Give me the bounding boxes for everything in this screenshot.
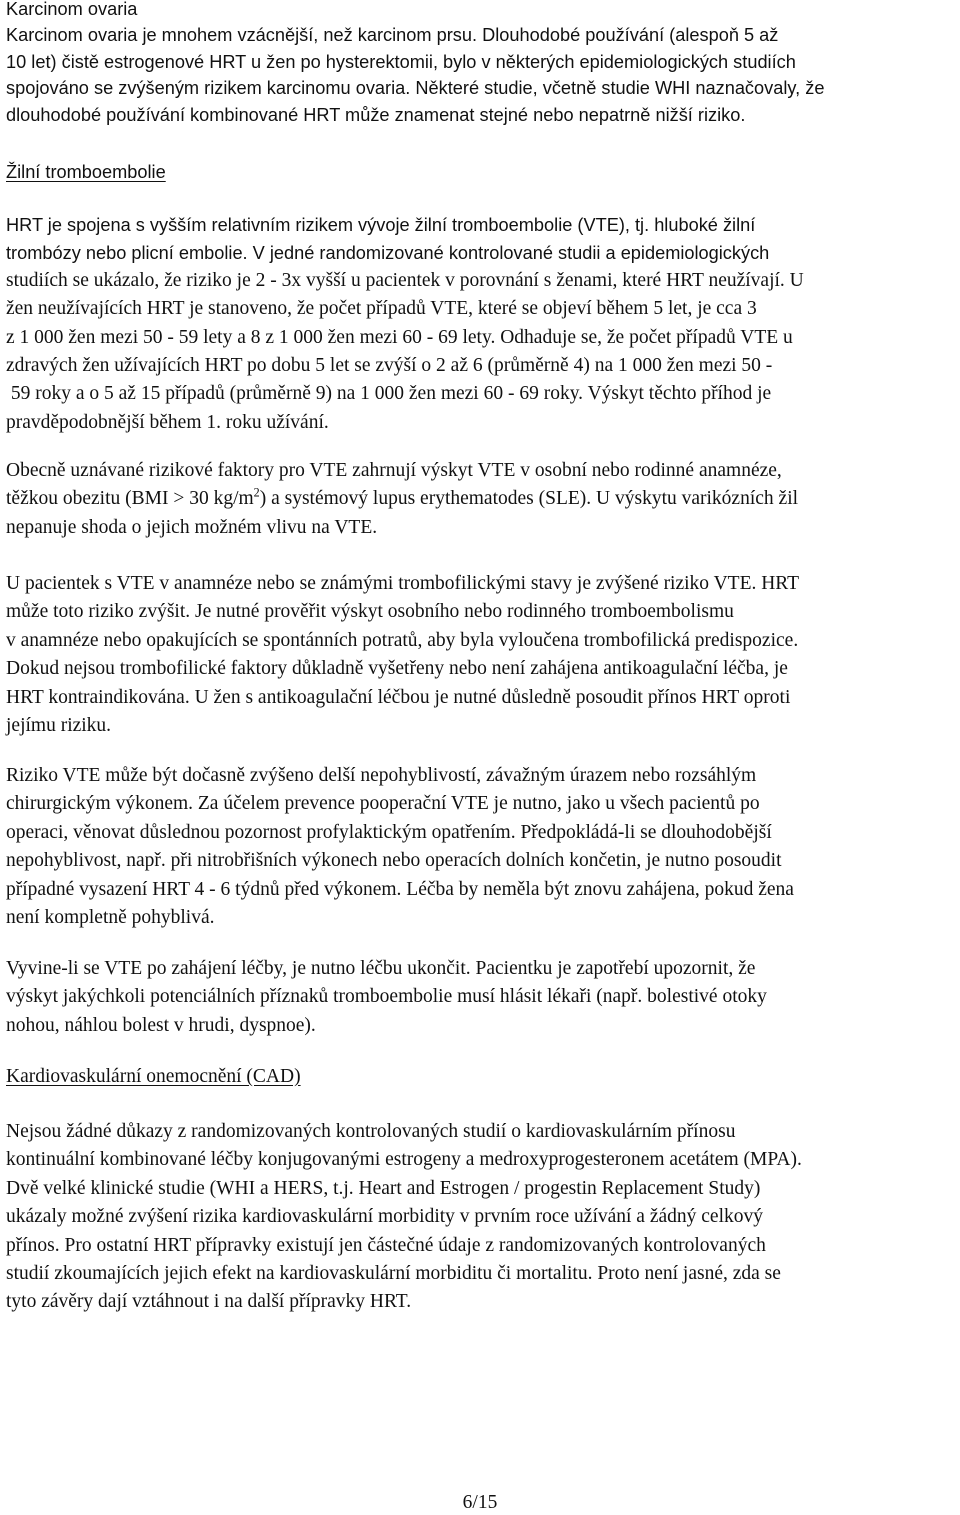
vte-p4-line: nepohyblivost, např. při nitrobřišních výkonech nebo operacích dolních končetin, je nutno posoudit (6, 850, 782, 872)
vte-p5-line: Vyvine-li se VTE po zahájení léčby, je nutno léčbu ukončit. Pacientku je zapotřebí upozornit, že (6, 958, 756, 979)
vte-p2-line: Obecně uznávané rizikové faktory pro VTE zahrnují výskyt VTE v osobní nebo rodinné anamnéze, (6, 460, 782, 481)
vte-p1-line: 59 roky a o 5 až 15 případů (průměrně 9) na 1 000 žen mezi 60 - 69 roky. Výskyt těchto příhod je (6, 383, 772, 405)
ovarian-line: Karcinom ovaria je mnohem vzácnější, než karcinom prsu. Dlouhodobé používání (alespoň 5 až (6, 25, 779, 46)
vte-paragraph-3 (6, 570, 799, 740)
vte-p3-line: může toto riziko zvýšit. Je nutné prověřit výskyt osobního nebo rodinného tromboembolismu (6, 601, 734, 623)
vte-p4-line: není kompletně pohyblivá. (6, 907, 215, 929)
vte-p3-line: HRT kontraindikována. U žen s antikoagulační léčbou je nutné důsledně posoudit přínos HRT oproti (6, 686, 791, 708)
section-ovarian (6, 0, 824, 128)
vte-p5-line: výskyt jakýchkoli potenciálních příznaků tromboembolie musí hlásit lékaři (např. bolestivé otoky (6, 986, 767, 1008)
vte-p2-line: nepanuje shoda o jejich možném vlivu na VTE. (6, 516, 378, 538)
cad-line: ukázaly možné zvýšení rizika kardiovaskulární morbidity v prvním roce užívání a žádný celkový (6, 1206, 763, 1228)
cad-line: Dvě velké klinické studie (WHI a HERS, t.j. Heart and Estrogen / progestin Replacement Study) (6, 1177, 761, 1199)
section-title-vte: Žilní tromboembolie (6, 162, 166, 182)
vte-p1-line: žen neužívajících HRT je stanoveno, že počet případů VTE, které se objeví během 5 let, je cca 3 (6, 298, 757, 320)
superscript: 2 (253, 485, 260, 500)
vte-p4-line: operaci, věnovat důslednou pozornost profylaktickým opatřením. Předpokládá-li se dlouhodobější (6, 821, 772, 843)
cad-line: studií zkoumajících jejich efekt na kardiovaskulární morbiditu či mortalitu. Proto není jasné, zda se (6, 1263, 781, 1285)
vte-p3-line: v anamnéze nebo opakujících se spontánních potratů, aby byla vyloučena trombofilická predispozice. (6, 629, 799, 651)
ovarian-line: dlouhodobé používání kombinované HRT může znamenat stejné nebo nepatrně nižší riziko. (6, 104, 746, 125)
section-title-ovarian: Karcinom ovaria (6, 0, 138, 19)
vte-p1-line: studiích se ukázalo, že riziko je 2 - 3x vyšší u pacientek v porovnání s ženami, které HRT neužívají. U (6, 269, 804, 291)
vte-p4-line: chirurgickým výkonem. Za účelem prevence pooperační VTE je nutno, jako u všech pacientů po (6, 793, 760, 815)
vte-paragraph-1 (6, 212, 804, 437)
vte-p3-line: U pacientek s VTE v anamnéze nebo se známými trombofilickými stavy je zvýšené riziko VTE. HRT (6, 573, 800, 594)
cad-line: Nejsou žádné důkazy z randomizovaných kontrolovaných studií o kardiovaskulárním přínosu (6, 1121, 736, 1142)
ovarian-line: 10 let) čistě estrogenové HRT u žen po hysterektomii, bylo v některých epidemiologických studiích (6, 51, 796, 72)
vte-paragraph-5 (6, 955, 767, 1040)
vte-p1-line: z 1 000 žen mezi 50 - 59 lety a 8 z 1 000 žen mezi 60 - 69 lety. Odhaduje se, že počet případů VTE u (6, 326, 793, 348)
cad-line: přínos. Pro ostatní HRT přípravky existují jen částečné údaje z randomizovaných kontrolovaných (6, 1234, 766, 1256)
vte-p1-line: HRT je spojena s vyšším relativním rizikem vývoje žilní tromboembolie (VTE), tj. hluboké žilní (6, 215, 756, 235)
vte-p1-line: zdravých žen užívajících HRT po dobu 5 let se zvýší o 2 až 6 (průměrně 4) na 1 000 žen mezi 50 - (6, 355, 773, 377)
vte-p3-line: jejímu riziku. (6, 715, 112, 737)
vte-paragraph-2 (6, 457, 798, 542)
section-title-cad: Kardiovaskulární onemocnění (CAD) (6, 1066, 301, 1087)
vte-p2-line: těžkou obezitu (BMI > 30 $kg/m^2$) a systémový lupus erythematodes (SLE). U výskytu varikózních žil (6, 485, 799, 510)
vte-p1-line: pravděpodobnější během 1. roku užívání. (6, 411, 329, 433)
vte-p4-line: Riziko VTE může být dočasně zvýšeno delší nepohyblivostí, závažným úrazem nebo rozsáhlým (6, 765, 757, 786)
cad-paragraph (6, 1118, 802, 1317)
vte-p5-line: nohou, náhlou bolest v hrudi, dyspnoe). (6, 1014, 316, 1036)
vte-p3-line: Dokud nejsou trombofilické faktory důkladně vyšetřeny nebo není zahájena antikoagulační léčba, je (6, 658, 788, 680)
cad-line: tyto závěry dají vztáhnout i na další přípravky HRT. (6, 1291, 412, 1313)
vte-p4-line: případné vysazení HRT 4 - 6 týdnů před výkonem. Léčba by neměla být znovu zahájena, pokud žena (6, 878, 794, 900)
cad-line: kontinuální kombinované léčby konjugovanými estrogeny a medroxyprogesteronem acetátem (MPA). (6, 1149, 802, 1171)
vte-p1-line: trombózy nebo plicní embolie. V jedné randomizované kontrolované studii a epidemiologických (6, 243, 770, 264)
page-number: 6/15 (462, 1492, 498, 1513)
ovarian-line: spojováno se zvýšeným rizikem karcinomu ovaria. Některé studie, včetně studie WHI naznačovaly, že (6, 78, 825, 99)
vte-paragraph-4 (6, 762, 794, 932)
